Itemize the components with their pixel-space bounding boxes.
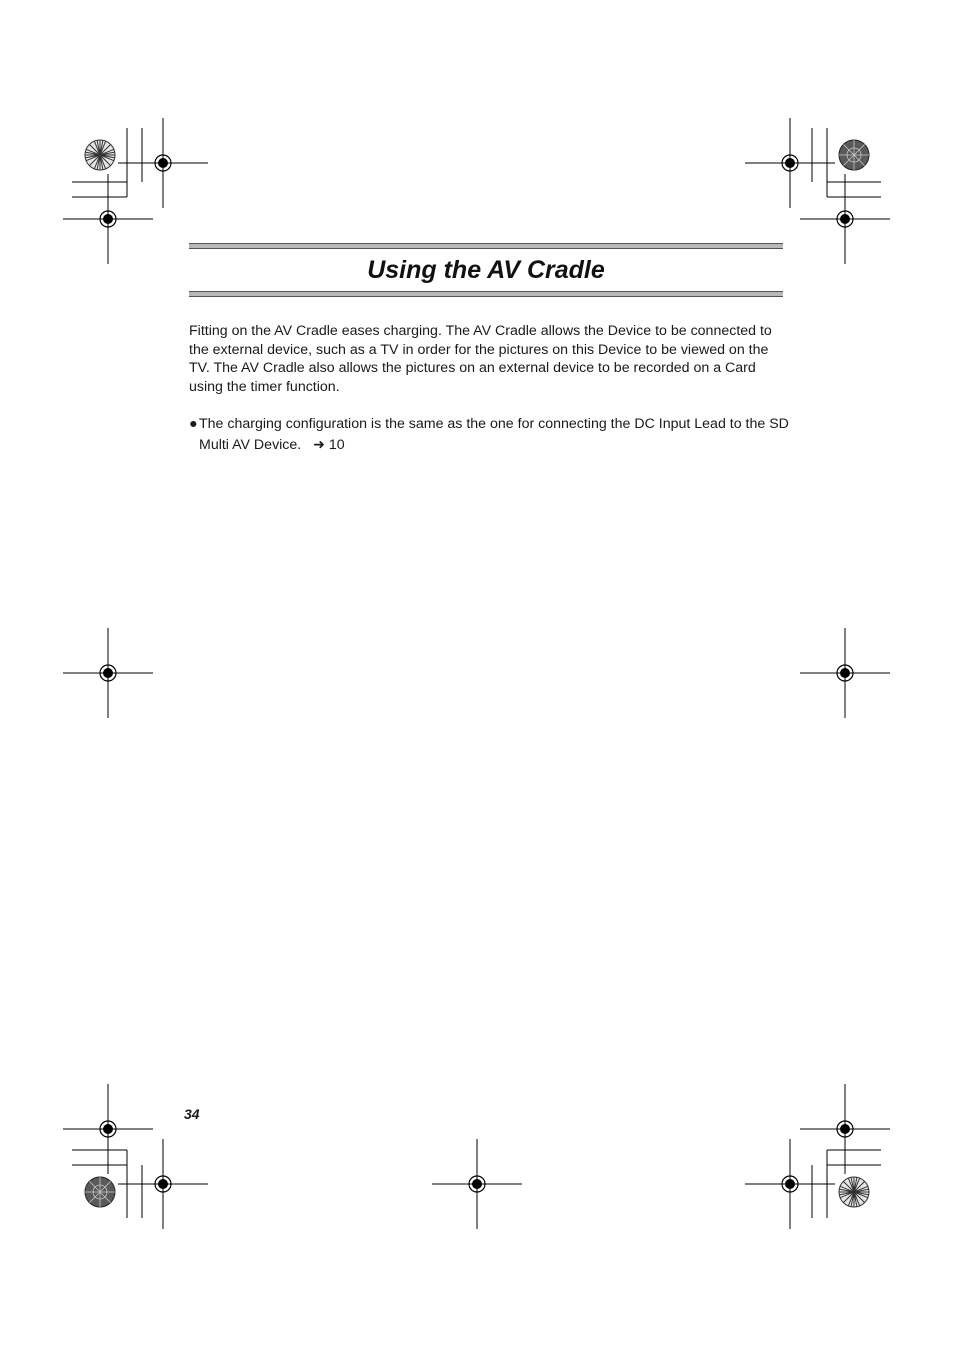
title-rule-bottom (189, 291, 783, 297)
color-target-icon (839, 1177, 869, 1207)
intro-paragraph: Fitting on the AV Cradle eases charging. The AV Cradle allows the Device to be connected to the external device, such as a TV in order for the pictures on this Device to be viewed on the TV. The AV Cradle also allows the pictures on an external device to be recorded on a Card using the timer function. (189, 323, 772, 395)
registration-mark-icon (745, 118, 835, 208)
registration-mark-icon (800, 1084, 890, 1174)
registration-mark-icon (432, 1139, 522, 1229)
bullet-text-wrap (189, 414, 789, 456)
registration-mark-icon (745, 1139, 835, 1229)
bullet-text: The charging configuration is the same as the one for connecting the DC Input Lead to the SD Multi AV Device. (199, 416, 789, 453)
color-target-icon (85, 140, 115, 170)
page-reference-link[interactable]: 10 (328, 437, 345, 453)
bullet-item (189, 414, 789, 456)
registration-mark-icon (118, 118, 208, 208)
page-title: Using the AV Cradle (367, 256, 605, 284)
color-target-icon (85, 1177, 115, 1207)
registration-mark-icon (118, 1139, 208, 1229)
registration-mark-icon (800, 628, 890, 718)
title-rule-top (189, 243, 783, 249)
color-target-icon (839, 140, 869, 170)
title-band (189, 243, 783, 299)
registration-mark-icon (800, 174, 890, 264)
registration-mark-icon (63, 1084, 153, 1174)
page-number: 34 (184, 1106, 200, 1122)
registration-mark-icon (63, 174, 153, 264)
arrow-right-icon: ➜ (313, 437, 325, 453)
registration-mark-icon (63, 628, 153, 718)
bullet-dot-icon: ● (189, 416, 198, 432)
